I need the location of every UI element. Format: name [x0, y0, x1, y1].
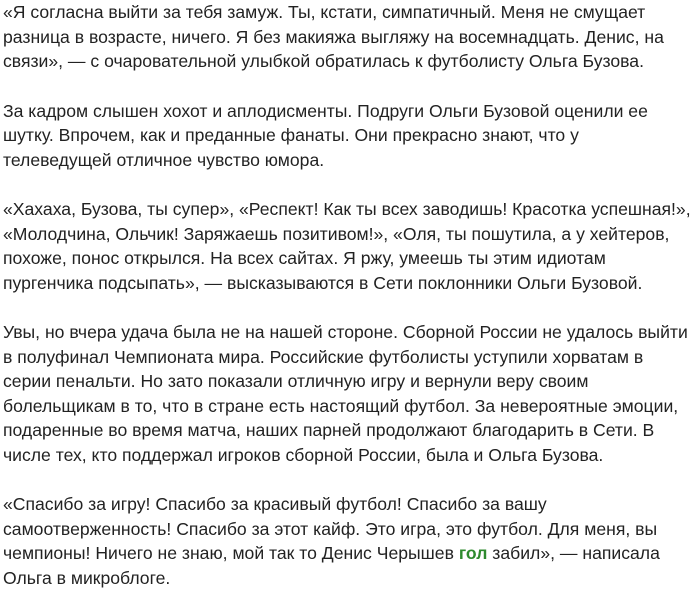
paragraph-fan-comments: «Хахаха, Бузова, ты супер», «Респект! Как ты всех заводишь! Красотка успешная!», «Молодчина, Ольчик! Заряжаешь позитивом!», «Оля, ты пошутила, а у хейтеров, похоже, понос открылся. На всех сайтах. Я ржу, умеешь ты этим идиотам пургенчика подсыпать», — высказываются в Сети поклонники Ольги Бузовой. [3, 199, 691, 293]
goal-link[interactable]: гол [458, 543, 488, 563]
paragraph-reaction: За кадром слышен хохот и аплодисменты. Подруги Ольги Бузовой оценили ее шутку. Впрочем, как и преданные фанаты. Они прекрасно знают, что у телеведущей отличное чувство юмора. [3, 100, 648, 170]
paragraph-microblog-quote [3, 492, 691, 590]
paragraph-quote-proposal: «Я согласна выйти за тебя замуж. Ты, кстати, симпатичный. Меня не смущает разница в возрасте, ничего. Я без макияжа выгляжу на восемнадцать. Денис, на связи», — с очаровательной улыбкой обратилась к футболисту Ольга Бузова. [3, 2, 664, 71]
paragraph-text-after-link: забил», — написала Ольга в микроблоге. [3, 543, 660, 588]
paragraph-text-before-link: «Спасибо за игру! Спасибо за красивый футбол! Спасибо за вашу самоотверженность! Спасибо за этот кайф. Это игра, это футбол. Для меня, вы чемпионы! Ничего не знаю, мой так то Денис Черышев [3, 494, 658, 563]
paragraph-match-result: Увы, но вчера удача была не на нашей стороне. Сборной России не удалось выйти в полуфинал Чемпионата мира. Российские футболисты уступили хорватам в серии пенальти. Но зато показали отличную игру и вернули веру своим болельщикам в то, что в стране есть настоящий футбол. За невероятные эмоции, подаренные во время матча, наших парней продолжают благодарить в Сети. В числе тех, кто поддержал игроков сборной России, была и Ольга Бузова. [3, 322, 688, 465]
